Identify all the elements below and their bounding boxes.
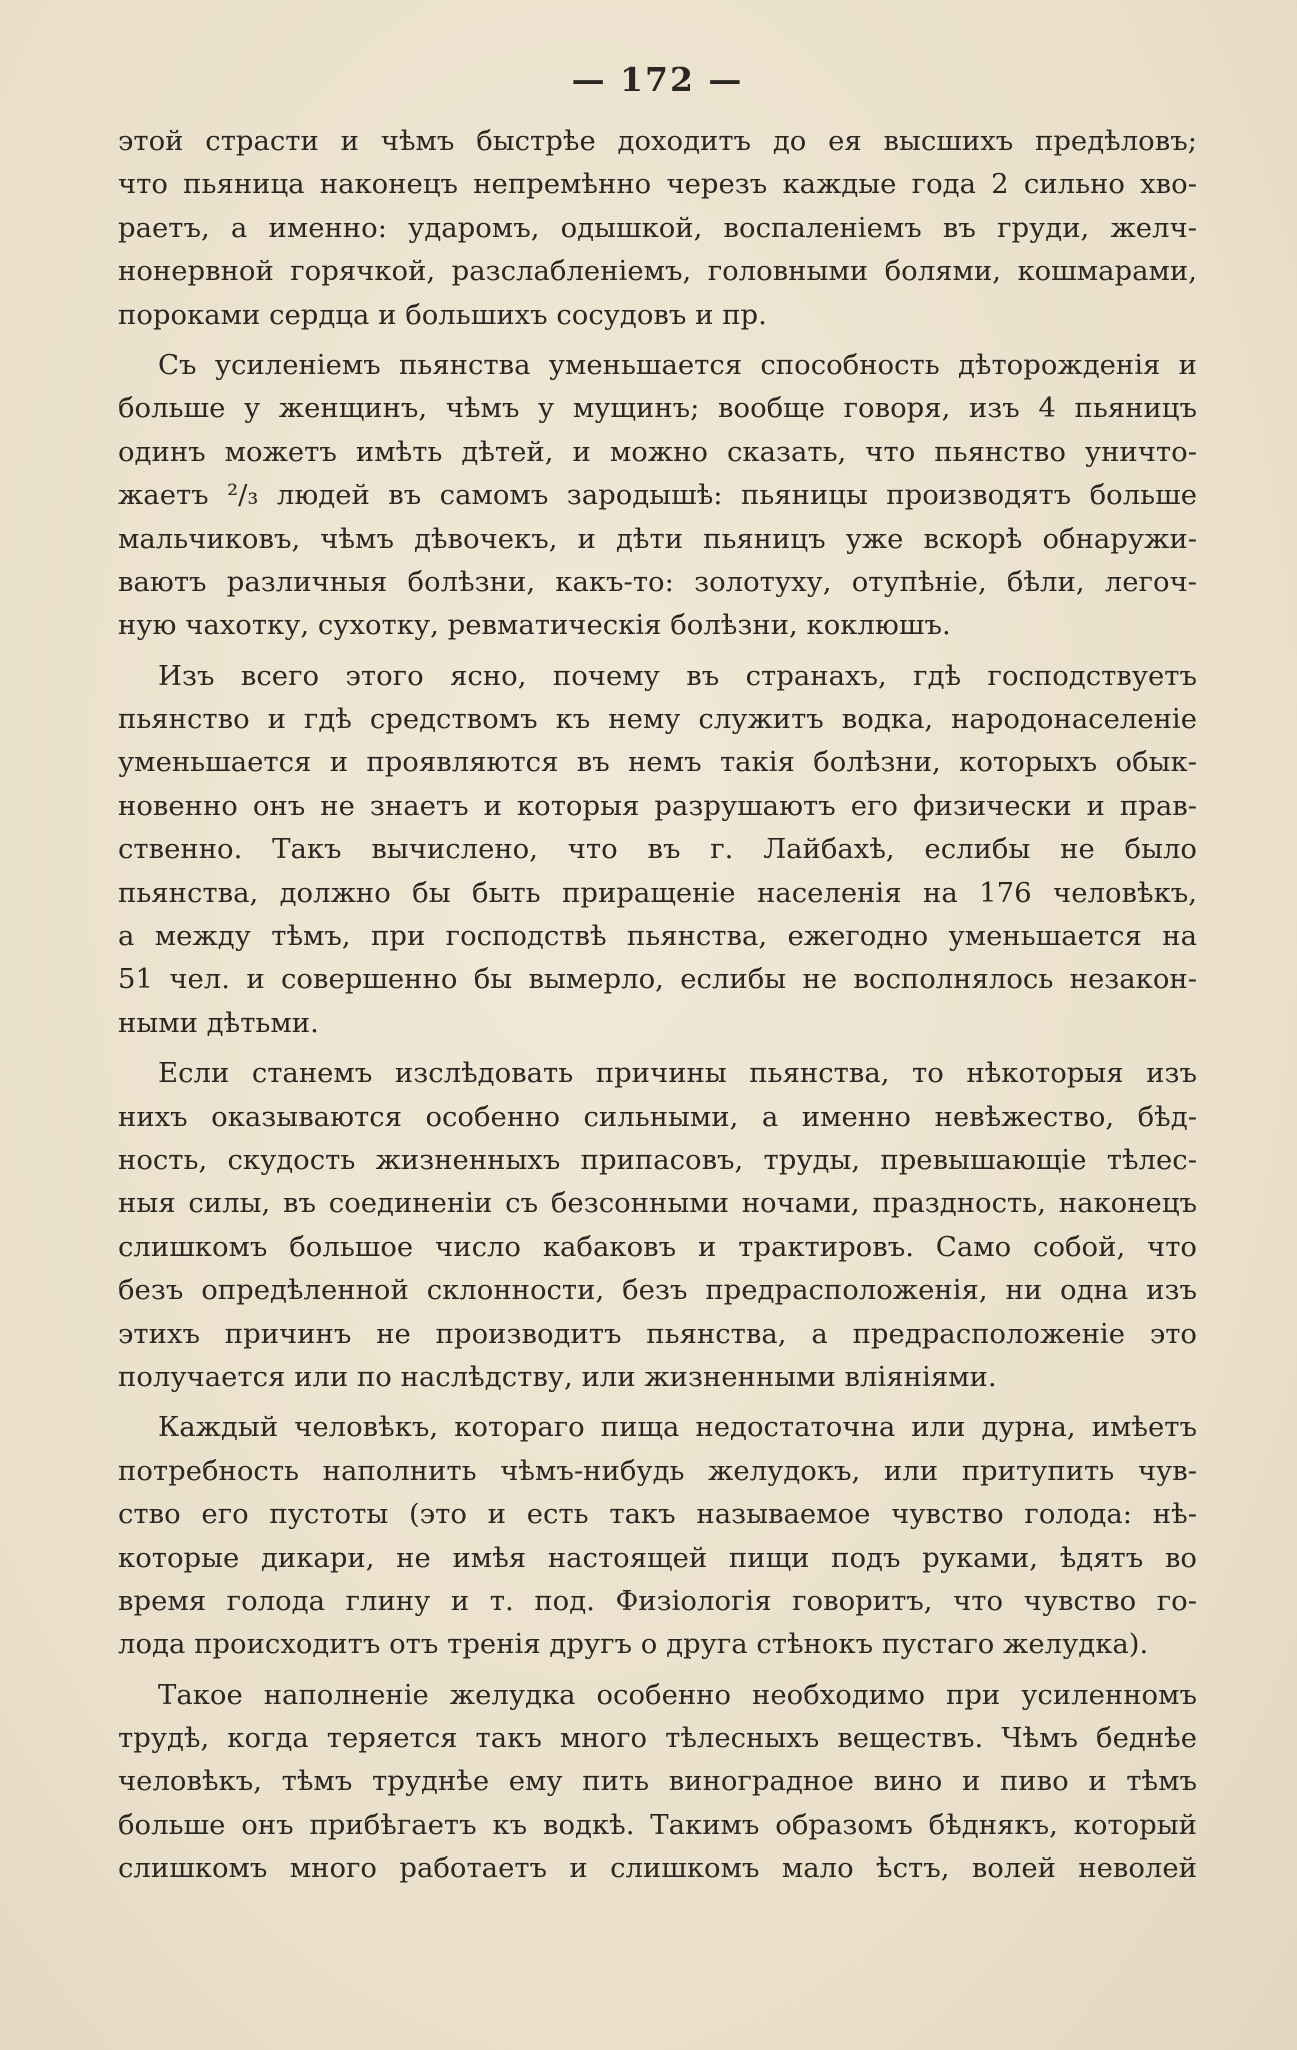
text-line: мальчиковъ, чѣмъ дѣвочекъ, и дѣти пьяницъ уже вскорѣ обнаружи- [118, 522, 1197, 555]
text-line: ваютъ различныя болѣзни, какъ-то: золотуху, отупѣніе, бѣли, легоч- [118, 565, 1197, 598]
text-line: слишкомъ большое число кабаковъ и трактировъ. Само собой, что [118, 1230, 1197, 1263]
text-line: безъ опредѣленной склонности, безъ предрасположенія, ни одна изъ [118, 1274, 1197, 1307]
text-line: жаетъ ²/₃ людей въ самомъ зародышѣ: пьяницы производятъ больше [118, 479, 1197, 512]
text-line: Изъ всего этого ясно, почему въ странахъ, гдѣ господствуетъ [158, 659, 1197, 692]
text-line: пьянства, должно бы быть приращеніе населенія на 176 человѣкъ, [118, 876, 1197, 909]
text-line: Каждый человѣкъ, котораго пища недостаточна или дурна, имѣетъ [158, 1411, 1197, 1444]
text-line: потребность наполнить чѣмъ-нибудь желудокъ, или притупить чув- [118, 1454, 1197, 1487]
text-line: ность, скудость жизненныхъ припасовъ, труды, превышающіе тѣлес- [118, 1143, 1197, 1176]
text-line: одинъ можетъ имѣть дѣтей, и можно сказать, что пьянство уничто- [118, 435, 1197, 468]
text-line: слишкомъ много работаетъ и слишкомъ мало ѣстъ, волей неволей [118, 1852, 1197, 1885]
paragraph [118, 1052, 1197, 1399]
text-line: пьянство и гдѣ средствомъ къ нему служитъ водка, народонаселеніе [118, 703, 1197, 736]
text-line: время голода глину и т. под. Физіологія говоритъ, что чувство го- [118, 1584, 1197, 1617]
text-line: Такое наполненіе желудка особенно необходимо при усиленномъ [158, 1678, 1197, 1711]
text-line: получается или по наслѣдству, или жизненными вліяніями. [118, 1360, 997, 1393]
text-line: этихъ причинъ не производитъ пьянства, а предрасположеніе это [118, 1317, 1197, 1350]
body-text [118, 120, 1197, 1891]
text-line: что пьяница наконецъ непремѣнно черезъ каждые года 2 сильно хво- [118, 168, 1197, 201]
paragraph [118, 344, 1197, 648]
text-line: ныя силы, въ соединеніи съ безсонными ночами, праздность, наконецъ [118, 1187, 1197, 1220]
text-line: лода происходитъ отъ тренія другъ о друга стѣнокъ пустаго желудка). [118, 1628, 1149, 1661]
text-line: ственно. Такъ вычислено, что въ г. Лайбахѣ, еслибы не было [118, 833, 1197, 866]
text-line: Съ усиленіемъ пьянства уменьшается способность дѣторожденія и [158, 348, 1197, 381]
paragraph [118, 120, 1197, 337]
text-line: а между тѣмъ, при господствѣ пьянства, ежегодно уменьшается на [118, 920, 1197, 953]
paragraph [118, 1674, 1197, 1891]
text-line: нихъ оказываются особенно сильными, а именно невѣжество, бѣд- [118, 1100, 1197, 1133]
text-line: уменьшается и проявляются въ немъ такія болѣзни, которыхъ обык- [118, 746, 1197, 779]
paragraph [118, 655, 1197, 1046]
text-line: новенно онъ не знаетъ и которыя разрушаютъ его физически и прав- [118, 789, 1197, 822]
text-line: пороками сердца и большихъ сосудовъ и пр. [118, 298, 767, 331]
text-line: человѣкъ, тѣмъ труднѣе ему пить виноградное вино и пиво и тѣмъ [118, 1765, 1197, 1798]
text-line: Если станемъ изслѣдовать причины пьянства, то нѣкоторыя изъ [158, 1057, 1197, 1090]
text-line: нонервной горячкой, разслабленіемъ, головными болями, кошмарами, [118, 255, 1197, 288]
text-line: этой страсти и чѣмъ быстрѣе доходитъ до ея высшихъ предѣловъ; [118, 125, 1197, 157]
text-line: раетъ, а именно: ударомъ, одышкой, воспаленіемъ въ груди, желч- [118, 211, 1197, 244]
text-line: ство его пустоты (это и есть такъ называемое чувство голода: нѣ- [118, 1498, 1197, 1531]
text-line: трудѣ, когда теряется такъ много тѣлесныхъ веществъ. Чѣмъ беднѣе [118, 1722, 1197, 1755]
text-line: ную чахотку, сухотку, ревматическія болѣзни, коклюшъ. [118, 609, 951, 642]
page-number: — 172 — [571, 60, 744, 99]
paragraph [118, 1406, 1197, 1666]
text-line: больше онъ прибѣгаетъ къ водкѣ. Такимъ образомъ бѣднякъ, который [118, 1808, 1197, 1841]
text-line: ными дѣтьми. [118, 1006, 319, 1039]
text-line: больше у женщинъ, чѣмъ у мущинъ; вообще говоря, изъ 4 пьяницъ [118, 392, 1197, 425]
text-line: 51 чел. и совершенно бы вымерло, еслибы не восполнялось незакон- [118, 963, 1197, 996]
text-line: которые дикари, не имѣя настоящей пищи подъ руками, ѣдятъ во [118, 1541, 1197, 1574]
